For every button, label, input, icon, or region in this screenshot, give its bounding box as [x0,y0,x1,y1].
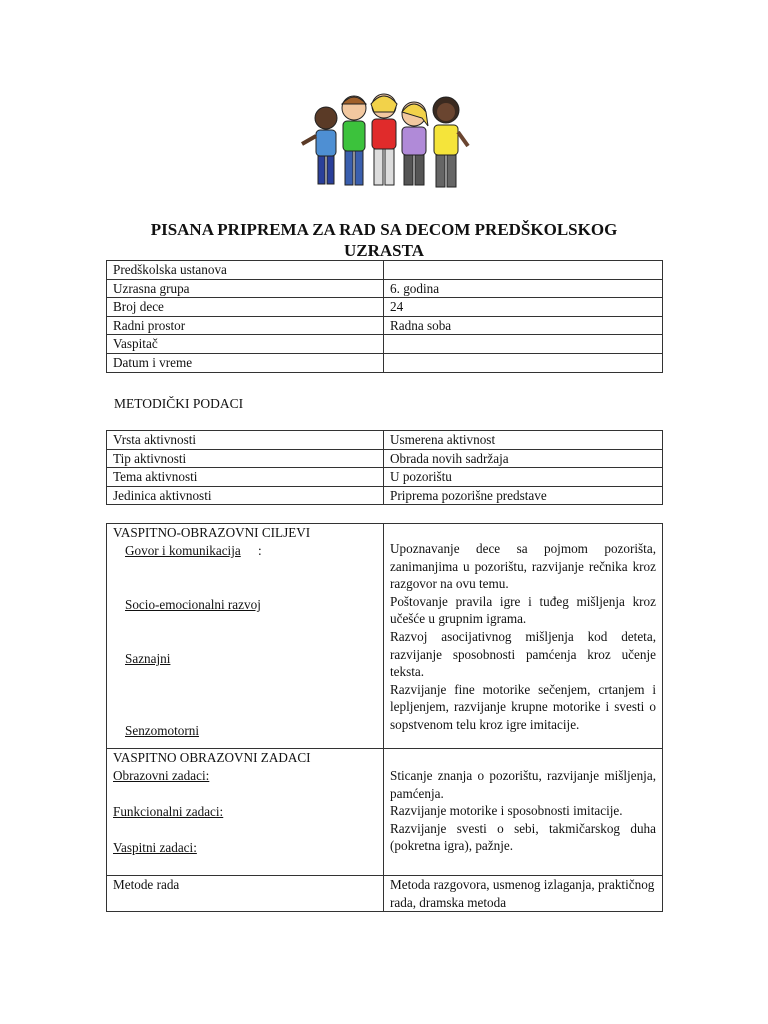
table-row [107,524,663,749]
goal-text: Razvoj asocijativnog mišljenja kod deteta, razvijanje sposobnosti pamćenja kroz učenje teksta. [390,628,656,680]
table-row [107,279,663,298]
goal-text: Poštovanje pravila igre i tuđeg mišljenja kroz učešće u grupnim igrama. [390,593,656,627]
goal-label-govor [125,542,241,560]
task-label-funkcionalni: Funkcionalni zadaci: [113,803,224,819]
row-label: Tema aktivnosti [107,468,384,487]
task-text: Razvijanje motorike i sposobnosti imitacije. [390,803,623,819]
row-value: U pozorištu [384,468,663,487]
goal-label-senzomotorni: Senzomotorni [125,722,199,738]
table-row [107,876,663,912]
goals-label-cell [107,524,384,749]
tasks-heading: VASPITNO OBRAZOVNI ZADACI [113,750,311,765]
tasks-label-cell [107,749,384,876]
goals-text-cell [384,524,663,749]
row-label: Tip aktivnosti [107,449,384,468]
table-row [107,298,663,317]
goal-label-text: Govor i komunikacija [125,542,241,558]
row-value: Priprema pozorišne predstave [384,486,663,505]
goal-text: Upoznavanje dece sa pojmom pozorišta, zanimanjima u pozorištu, razvijanje rečnika kroz razgovor na ovu temu. [390,541,656,592]
row-value [384,335,663,354]
goal-text: Razvijanje fine motorike sečenjem, crtanjem i lepljenjem, razvijanje krupne motorike i svesti o sopstvenom telu kroz igre imitacije. [390,681,656,732]
goal-label-socio: Socio-emocionalni razvoj [125,596,261,612]
tasks-text-cell [384,749,663,876]
goals-heading: VASPITNO-OBRAZOVNI CILJEVI [113,525,311,540]
table-row [107,749,663,876]
row-label: Broj dece [107,298,384,317]
row-label: Predškolska ustanova [107,261,384,280]
goal-label-saznajni: Saznajni [125,650,171,666]
table-row [107,486,663,505]
table-row [107,353,663,372]
table-row [107,431,663,450]
row-label: Vrsta aktivnosti [107,431,384,450]
row-label: Jedinica aktivnosti [107,486,384,505]
table-row [107,335,663,354]
row-label: Uzrasna grupa [107,279,384,298]
table-row [107,468,663,487]
row-value: Radna soba [384,316,663,335]
table-row [107,449,663,468]
goals-tasks-table [106,523,663,912]
methodical-data-table [106,430,663,505]
task-text: Sticanje znanja o pozorištu, razvijanje mišljenja, pamćenja. [390,768,656,801]
goal-label-suffix: : [258,542,262,558]
row-label: Radni prostor [107,316,384,335]
basic-info-table [106,260,663,373]
task-text: Razvijanje svesti o sebi, takmičarskog duha (pokretna igra), pažnje. [390,820,656,854]
row-value [384,353,663,372]
task-label-obrazovni: Obrazovni zadaci: [113,767,210,783]
row-value: Obrada novih sadržaja [384,449,663,468]
methods-label: Metode rada [107,876,384,912]
row-value [384,261,663,280]
table-row [107,316,663,335]
row-label: Datum i vreme [107,353,384,372]
row-value: Usmerena aktivnost [384,431,663,450]
task-label-vaspitni: Vaspitni zadaci: [113,839,197,855]
row-value: 24 [384,298,663,317]
table-row [107,261,663,280]
row-value: 6. godina [384,279,663,298]
section-heading: METODIČKI PODACI [114,396,244,411]
children-illustration [298,90,470,198]
page-title: PISANA PRIPREMA ZA RAD SA DECOM PREDŠKOLSKOG UZRASTA [150,220,618,260]
methods-text: Metoda razgovora, usmenog izlaganja, praktičnog rada, dramska metoda [384,876,663,912]
row-label: Vaspitač [107,335,384,354]
